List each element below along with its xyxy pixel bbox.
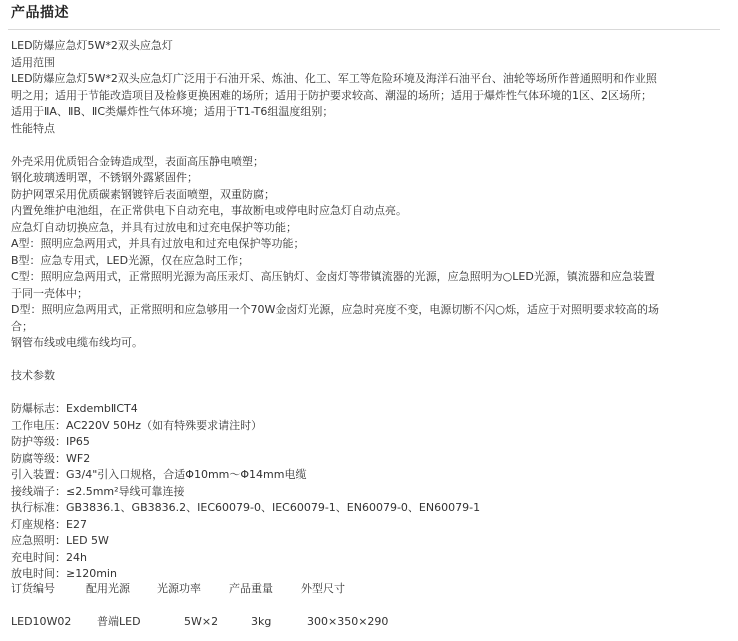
feature-line: 于同一壳体中； <box>11 286 88 300</box>
order-header-cell: 订货编号 <box>11 582 55 595</box>
order-header-cell: 光源功率 <box>157 582 201 595</box>
scope-line: LED防爆应急灯5W*2双头应急灯广泛用于石油开采、炼油、化工、军工等危险环境及海洋石油平台、油轮等场所作普通照明和作业照 <box>11 72 657 85</box>
features-heading: 性能特点 <box>11 121 55 135</box>
spec-row <box>11 500 717 517</box>
spec-value: IP65 <box>66 435 90 448</box>
spec-label: 防爆标志： <box>11 402 66 415</box>
order-header-cell: 外型尺寸 <box>301 582 345 595</box>
spec-label: 灯座规格： <box>11 517 66 531</box>
spec-label: 接线端子： <box>11 484 66 498</box>
spec-row <box>11 484 717 501</box>
scope-line: 适用于ⅡA、ⅡB、ⅡC类爆炸性气体环境；适用于T1-T6组温度组别； <box>11 105 334 118</box>
spec-value: ≤2.5mm²导线可靠连接 <box>66 484 185 498</box>
section-header <box>8 3 720 30</box>
feature-line: 应急灯自动切换应急，并具有过放电和过充电保护等功能； <box>11 220 297 234</box>
spec-row <box>11 467 717 484</box>
feature-line: A型：照明应急两用式，并具有过放电和过充电保护等功能； <box>11 237 305 250</box>
spec-value: 24h <box>66 550 87 564</box>
order-cell: 普端LED <box>97 615 141 628</box>
feature-line: 防护网罩采用优质碳素钢镀锌后表面喷塑，双重防腐； <box>11 187 275 201</box>
scope-heading: 适用范围 <box>11 55 55 69</box>
feature-line: 钢管布线或电缆布线均可。 <box>11 336 143 349</box>
spec-label: 防腐等级： <box>11 451 66 465</box>
spec-row <box>11 550 717 567</box>
description-content <box>11 38 717 583</box>
spec-label: 放电时间： <box>11 567 66 580</box>
spec-label: 工作电压： <box>11 418 66 432</box>
feature-line: 合； <box>11 319 33 333</box>
order-table-header <box>11 580 431 597</box>
spec-label: 引入装置： <box>11 468 66 481</box>
spec-row <box>11 434 717 451</box>
spec-value: AC220V 50Hz（如有特殊要求请注时） <box>66 418 263 432</box>
feature-line: D型：照明应急两用式，正常照明和应急够用一个70W金卤灯光源，应急时亮度不变，电源切断不闪○烁，适应于对照明要求较高的场 <box>11 303 659 316</box>
spec-value: ExdembⅡCT4 <box>66 402 138 415</box>
spec-row <box>11 533 717 550</box>
spec-label: 防护等级： <box>11 435 66 448</box>
feature-line: B型：应急专用式，LED光源，仅在应急时工作； <box>11 253 250 267</box>
feature-line: 钢化玻璃透明罩，不锈钢外露紧固件； <box>11 171 198 184</box>
order-cell: 3kg <box>251 615 272 628</box>
section-title: 产品描述 <box>11 5 69 21</box>
product-name: LED防爆应急灯5W*2双头应急灯 <box>11 39 173 52</box>
feature-line: 外壳采用优质铝合金铸造成型，表面高压静电喷塑； <box>11 154 264 168</box>
order-cell: 5W×2 <box>184 615 219 628</box>
blank-line <box>11 385 717 402</box>
spec-row <box>11 517 717 534</box>
spec-row <box>11 401 717 418</box>
spec-value: ≥120min <box>66 567 117 580</box>
order-table-row <box>11 613 431 630</box>
spec-row <box>11 451 717 468</box>
spec-value: GB3836.1、GB3836.2、IEC60079-0、IEC60079-1、EN60079-0、EN60079-1 <box>66 501 481 514</box>
specs-heading: 技术参数 <box>11 369 55 382</box>
order-header-cell: 产品重量 <box>229 582 273 595</box>
spec-row <box>11 418 717 435</box>
spec-value: WF2 <box>66 451 91 465</box>
spec-value: E27 <box>66 517 87 531</box>
order-header-cell: 配用光源 <box>86 582 130 595</box>
blank-line <box>11 352 717 369</box>
order-cell: LED10W02 <box>11 615 72 628</box>
spec-value: LED 5W <box>66 534 109 547</box>
spec-label: 充电时间： <box>11 550 66 564</box>
spec-value: G3/4"引入口规格，合适Φ10mm～Φ14mm电缆 <box>66 468 307 481</box>
spec-label: 应急照明： <box>11 534 66 547</box>
spec-label: 执行标准： <box>11 501 66 514</box>
blank-line <box>11 137 717 154</box>
order-cell: 300×350×290 <box>307 615 389 628</box>
feature-line: 内置免维护电池组，在正常供电下自动充电，事故断电或停电时应急灯自动点亮。 <box>11 204 407 217</box>
feature-line: C型：照明应急两用式，正常照明光源为高压汞灯、高压钠灯、金卤灯等带镇流器的光源，应急照明为○LED光源，镇流器和应急装置 <box>11 270 655 283</box>
scope-line: 明之用；适用于节能改造项目及检修更换困难的场所；适用于防护要求较高、潮湿的场所；适用于爆炸性气体环境的1区、2区场所； <box>11 88 652 102</box>
order-table <box>11 580 431 630</box>
